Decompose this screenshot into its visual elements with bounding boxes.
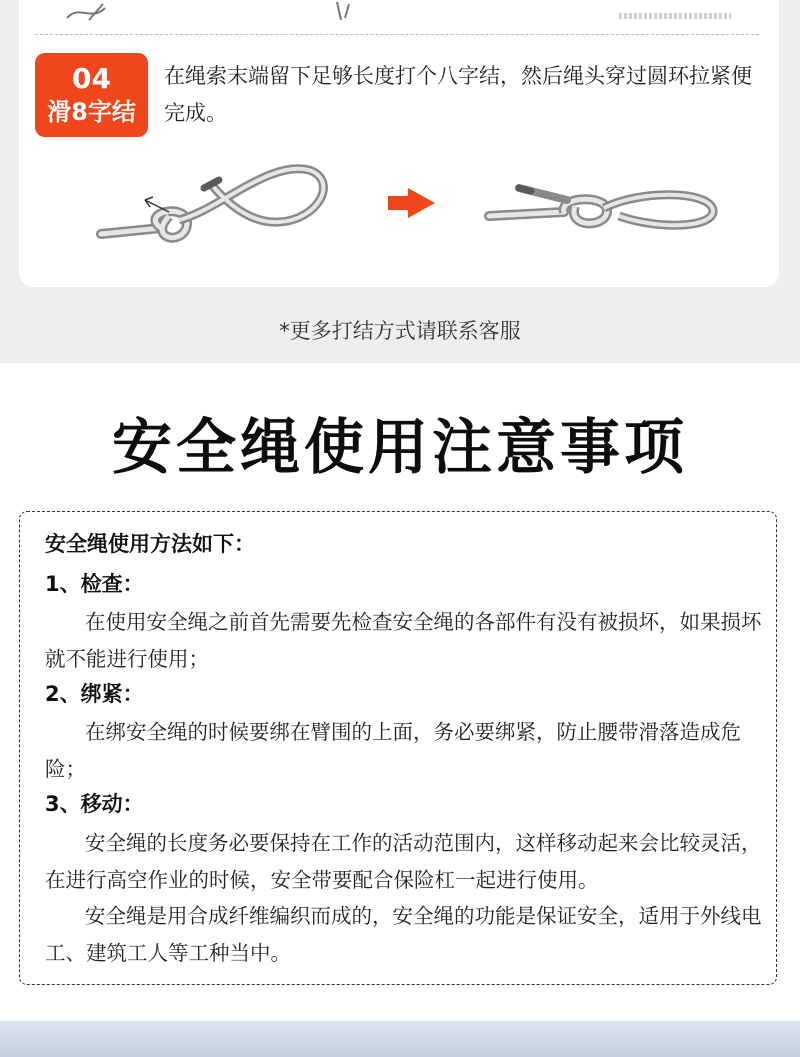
step-name: 滑8字结 [47,98,136,126]
item-title-check: 1、检查： [45,572,144,596]
knot-guide-section [0,0,800,363]
knot-before-illustration [101,169,323,238]
step-description: 在绳索末端留下足够长度打个八字结，然后绳头穿过圆环拉紧便完成。 [164,64,752,125]
knot-after-illustration [489,188,713,225]
knot-illustration [19,150,779,260]
step-badge [35,53,148,137]
usage-notes-box [19,511,777,985]
step-number: 04 [72,62,111,95]
item-text-move: 安全绳的长度务必要保持在工作的活动范围内，这样移动起来会比较灵活，在进行高空作业的时候，安全带要配合保险杠一起进行使用。 [45,831,762,892]
section-title: 安全绳使用注意事项 [112,413,688,483]
knot-step-card [19,0,779,287]
more-knots-note: *更多打结方式请联系客服 [279,319,521,343]
closing-paragraph: 安全绳是用合成纤维编织而成的，安全绳的功能是保证安全，适用于外线电工、建筑工人等工种当中。 [45,904,762,965]
previous-knot-illustration [19,0,779,28]
card-divider [35,34,759,35]
notes-heading: 安全绳使用方法如下： [45,532,255,556]
right-arrow-icon [388,188,435,218]
item-text-check: 在使用安全绳之前首先需要先检查安全绳的各部件有没有被损坏，如果损坏就不能进行使用； [45,610,762,671]
item-text-fasten: 在绑安全绳的时候要绑在臂围的上面，务必要绑紧，防止腰带滑落造成危险； [45,720,741,781]
next-section-banner [0,1021,800,1057]
item-title-fasten: 2、绑紧： [45,682,144,706]
item-title-move: 3、移动： [45,792,144,816]
